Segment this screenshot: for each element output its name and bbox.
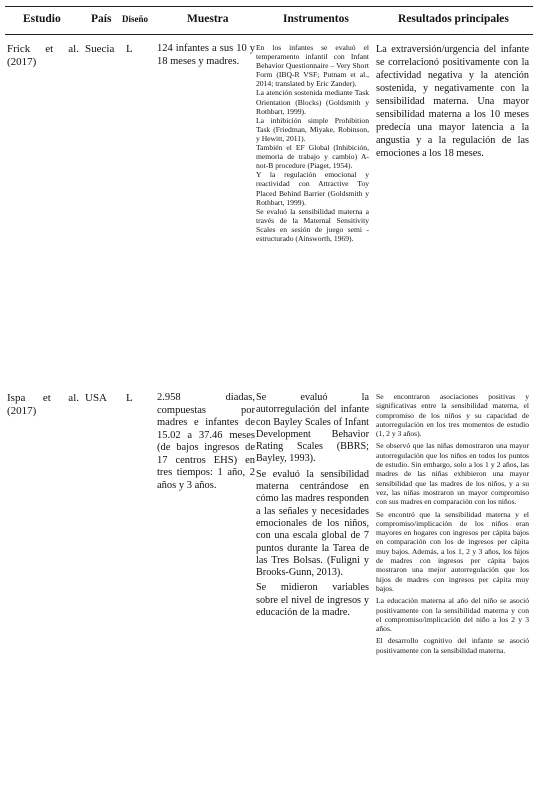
cell-estudio: Frick et al. (2017): [7, 43, 79, 68]
cell-pais: USA: [85, 392, 108, 404]
resultado-paragraph: La educación materna al año del niño se asoció positivamente con la sensibilidad materna y con el compromiso/implicación del niño a los 2 y 3 años.: [376, 596, 529, 634]
table-top-rule: [5, 6, 533, 7]
instrumento-paragraph: También el EF Global (Inhibición, memoria de trabajo y cambio) A-not-B procedure (Piaget, 1954).: [256, 143, 369, 171]
header-pais: País: [91, 13, 112, 25]
cell-instrumentos: [256, 43, 369, 243]
instrumento-paragraph: La inhibición simple Prohibition Task (Friedman, Miyake, Robinson, y Hewitt, 2011).: [256, 115, 369, 143]
cell-muestra: 2.958 diadas, compuestas por madres e infantes de 15.02 a 37.46 meses (de bajos ingresos de 17 centros EHS) en tres tiempos: 1 año, 2 años y 3 años.: [157, 392, 255, 491]
cell-diseno: L: [126, 43, 133, 55]
instrumento-paragraph: En los infantes se evaluó el temperamento infantil con Infant Behavior Questionnaire – Very Short Form (IBQ-R VSF; Putnam et al., 2014; translated by Eric Zander).: [256, 43, 369, 89]
instrumento-paragraph: Y la regulación emocional y reactividad con Attractive Toy Placed Behind Barrier (Goldsmith y Rothbart, 1999).: [256, 170, 369, 207]
header-instrumentos: Instrumentos: [283, 13, 349, 25]
header-resultados: Resultados principales: [398, 13, 509, 25]
resultado-paragraph: Se encontró que la sensibilidad materna y el compromiso/implicación de los niños eran mayores en hogares con ingresos per cápita bajos en comparación con los de ingresos per cápita muy bajos. Además, a los 1, 2 y 3 años, los hijos de madres con ingresos per cápita bajos mostraron una mejor autorregulación que los hijos de madres con ingresos per cápita muy bajos.: [376, 509, 529, 593]
resultado-paragraph: Se observó que las niñas demostraron una mayor autorregulación que los niños en todos los puntos de estudio. Sin embargo, solo a los 1 y 2 años, las madres de las niñas exhibieron una mayor sensibilidad que las madres de los niños, y a su vez, las niñas mostraron un mayor compromiso con sus madres en comparación con los niños.: [376, 441, 529, 507]
header-estudio: Estudio: [23, 13, 61, 25]
instrumento-paragraph: Se evaluó la sensibilidad materna centrándose en cómo las madres responden a las señales y necesidades emocionales de los niños, con una escala global de 7 puntos durante la Tarea de las Tres Bolsas. (Fuligni y Brooks-Gunn, 2013).: [256, 468, 369, 579]
resultado-paragraph: Se encontraron asociaciones positivas y significativas entre la sensibilidad materna, el compromiso de los niños y su capacidad de autorregulación en los tres momentos de estudio (1, 2 y 3 años).: [376, 392, 529, 439]
resultado-paragraph: La extraversión/urgencia del infante se correlacionó positivamente con la afectividad negativa y la atención sostenida, y negativamente con la sensibilidad materna. Una mayor sensibilidad materna a los 10 meses predecía una mayor latencia a la angustia y a la regulación de las emociones a los 18 meses.: [376, 44, 529, 159]
header-diseno: Diseño: [122, 14, 149, 24]
resultado-paragraph: El desarrollo cognitivo del infante se asoció positivamente con la sensibilidad materna.: [376, 636, 529, 655]
header-muestra: Muestra: [187, 13, 229, 25]
cell-instrumentos: [256, 392, 369, 619]
cell-resultados: [376, 392, 529, 655]
instrumento-paragraph: Se evaluó la autorregulación del infante con Bayley Scales of Infant Development Behavior Rating Scales (BBRS; Bayley, 1993).: [256, 392, 369, 465]
cell-muestra: 124 infantes a sus 10 y 18 meses y madres.: [157, 43, 255, 67]
instrumento-paragraph: La atención sostenida mediante Task Orientation (Blocks) (Goldsmith y Rothbart, 1999).: [256, 88, 369, 116]
instrumento-paragraph: Se evaluó la sensibilidad materna a través de la Maternal Sensitivity Scales en sesión de juego semi - estructurado (Ainsworth, 1969).: [256, 206, 369, 243]
instrumento-paragraph: Se midieron variables sobre el nivel de ingresos y educación de la madre.: [256, 582, 369, 619]
cell-pais: Suecia: [85, 43, 115, 55]
header-bottom-rule: [5, 34, 533, 35]
cell-diseno: L: [126, 392, 133, 404]
cell-resultados: [376, 43, 529, 160]
cell-estudio: Ispa et al. (2017): [7, 392, 79, 417]
